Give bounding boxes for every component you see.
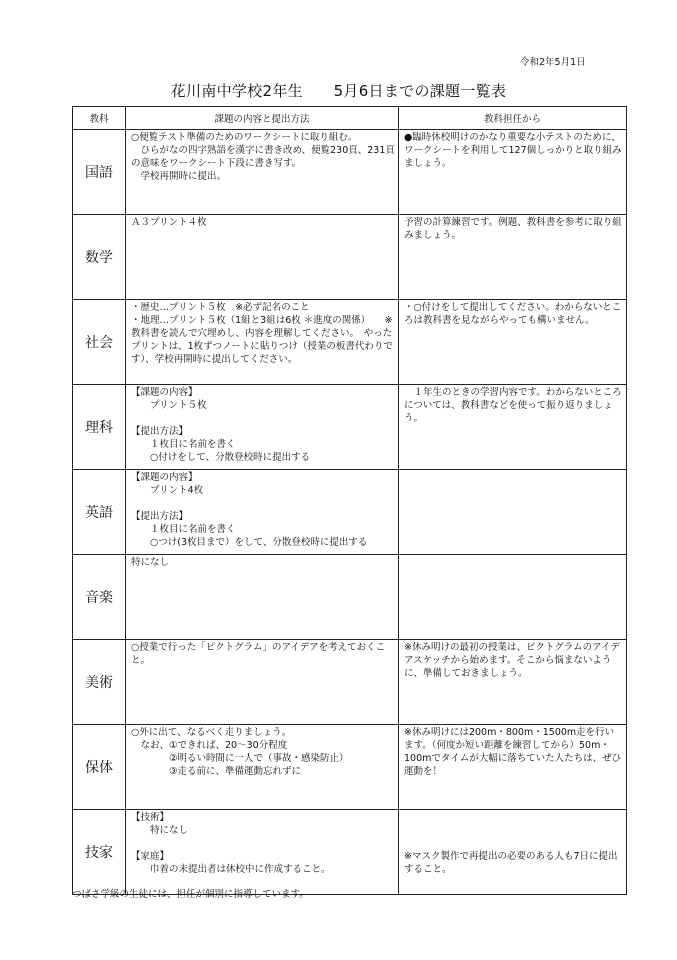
table-header-row (73, 107, 627, 130)
content-cell: ○便覧テスト準備のためのワークシートに取り組む。 ひらがなの四字熟語を漢字に書き改め、便覧230頁、231頁の意味をワークシート下段に書き写す。 学校再開時に提出。 (126, 130, 399, 215)
content-cell: ○外に出て、なるべく走りましょう。 なお、①できれば、20～30分程度 ②明るい時間に一人で（事故・感染防止） ③走る前に、準備運動忘れずに (126, 725, 399, 810)
subject-cell: 技家 (73, 810, 126, 895)
footnote: つばさ学級の生徒には、担任が個別に指導しています。 (72, 889, 309, 900)
subject-cell: 数学 (73, 215, 126, 300)
teacher-cell: ・○付けをして提出してください。わからないところは教科書を見ながらやっても構いません。 (399, 300, 627, 385)
table-row (73, 130, 627, 215)
content-cell: 【課題の内容】 プリント4枚 【提出方法】 １枚目に名前を書く ○つけ(3枚目まで）をして、分散登校時に提出する (126, 470, 399, 555)
content-cell: 特になし (126, 555, 399, 640)
subject-cell: 美術 (73, 640, 126, 725)
content-cell: 【技術】 特になし 【家庭】 巾着の未提出者は休校中に作成すること。 (126, 810, 399, 895)
teacher-cell: ※休み明けには200m・800m・1500m走を行います。（何度か短い距離を練習してから）50m・100mでタイムが大幅に落ちていた人たちは、ぜひ運動を！ (399, 725, 627, 810)
content-cell: 【課題の内容】 プリント５枚 【提出方法】 １枚目に名前を書く ○付けをして、分散登校時に提出する (126, 385, 399, 470)
header-subject: 教科 (73, 107, 126, 130)
subject-cell: 理科 (73, 385, 126, 470)
table-row (73, 215, 627, 300)
teacher-cell: ●臨時休校明けのかなり重要な小テストのために、ワークシートを利用して127個しっかりと取り組みましょう。 (399, 130, 627, 215)
teacher-cell (399, 470, 627, 555)
table-row (73, 385, 627, 470)
table-row (73, 725, 627, 810)
teacher-cell: 予習の計算練習です。例題、教科書を参考に取り組みましょう。 (399, 215, 627, 300)
teacher-cell: ※マスク製作で再提出の必要のある人も7日に提出すること。 (399, 810, 627, 895)
subject-cell: 社会 (73, 300, 126, 385)
table-row (73, 640, 627, 725)
document-title: 花川南中学校2年生 5月6日までの課題一覧表 (170, 82, 507, 100)
subject-cell: 音楽 (73, 555, 126, 640)
document-date: 令和2年5月1日 (520, 57, 586, 68)
content-cell: ○授業で行った「ピクトグラム」のアイデアを考えておくこと。 (126, 640, 399, 725)
content-cell: Ａ３プリント４枚 (126, 215, 399, 300)
table-row (73, 555, 627, 640)
content-cell: ・歴史…プリント５枚 ※必ず記名のこと ・地理…プリント５枚（1組と3組は6枚 ＊進度の関係） ※教科書を読んで穴埋めし、内容を理解してください。 やったプリントは、1枚ずつノートに貼りつけ（授業の板書代わりです）、学校再開時に提出してください。 (126, 300, 399, 385)
table-row (73, 300, 627, 385)
subject-cell: 英語 (73, 470, 126, 555)
header-content: 課題の内容と提出方法 (126, 107, 399, 130)
assignment-table (72, 106, 627, 895)
table-row (73, 810, 627, 895)
teacher-cell (399, 555, 627, 640)
teacher-cell: ※休み明けの最初の授業は、ピクトグラムのアイデアスケッチから始めます。そこから悩まないように、準備しておきましょう。 (399, 640, 627, 725)
subject-cell: 保体 (73, 725, 126, 810)
teacher-cell: １年生のときの学習内容です。わからないところについては、教科書などを使って振り返りましょう。 (399, 385, 627, 470)
table-row (73, 470, 627, 555)
subject-cell: 国語 (73, 130, 126, 215)
header-teacher: 教科担任から (399, 107, 627, 130)
